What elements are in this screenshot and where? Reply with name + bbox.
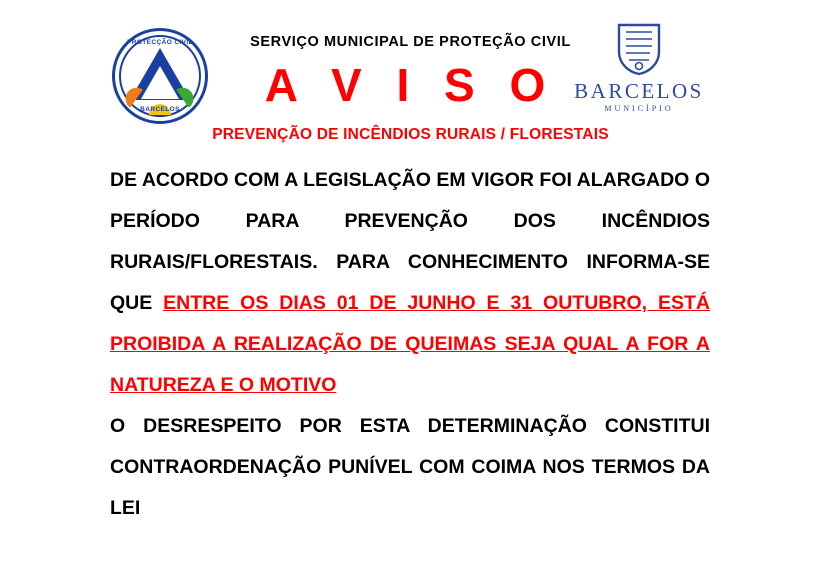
service-line: SERVIÇO MUNICIPAL DE PROTEÇÃO CIVIL <box>250 34 571 50</box>
logo-arc-bottom-label: BARCELOS <box>140 106 180 113</box>
notice-body <box>110 160 710 529</box>
logo-arc-top-label: PROTECÇÃO CIVIL <box>127 39 193 46</box>
document-header <box>0 0 821 155</box>
header-text-block <box>210 34 611 111</box>
barcelos-municipality-logo <box>569 22 709 113</box>
paragraph-one-intro: DE ACORDO COM A LEGISLAÇÃO EM VIGOR FOI ALARGADO O PERÍODO PARA PREVENÇÃO DOS INCÊNDIOS RURAIS/FLORESTAIS. PARA CONHECIMENTO INFORMA-SE QUE <box>110 169 710 314</box>
paragraph-two: O DESRESPEITO POR ESTA DETERMINAÇÃO CONSTITUI CONTRAORDENAÇÃO PUNÍVEL COM COIMA NOS TERMOS DA LEI <box>110 415 710 519</box>
municipality-name: BARCELOS <box>574 79 704 103</box>
page-subtitle: PREVENÇÃO DE INCÊNDIOS RURAIS / FLORESTAIS <box>212 126 609 143</box>
shield-icon <box>616 22 662 76</box>
logo-triangle-inner <box>141 66 179 99</box>
page-title: A V I S O <box>264 59 557 111</box>
paragraph-one <box>110 160 710 406</box>
municipality-subtitle: MUNICÍPIO <box>604 104 674 114</box>
paragraph-one-highlight: ENTRE OS DIAS 01 DE JUNHO E 31 OUTUBRO, ESTÁ PROIBIDA A REALIZAÇÃO DE QUEIMAS SEJA QUAL A FOR A NATUREZA E O MOTIVO <box>110 292 710 396</box>
civil-protection-logo-icon <box>112 28 208 124</box>
